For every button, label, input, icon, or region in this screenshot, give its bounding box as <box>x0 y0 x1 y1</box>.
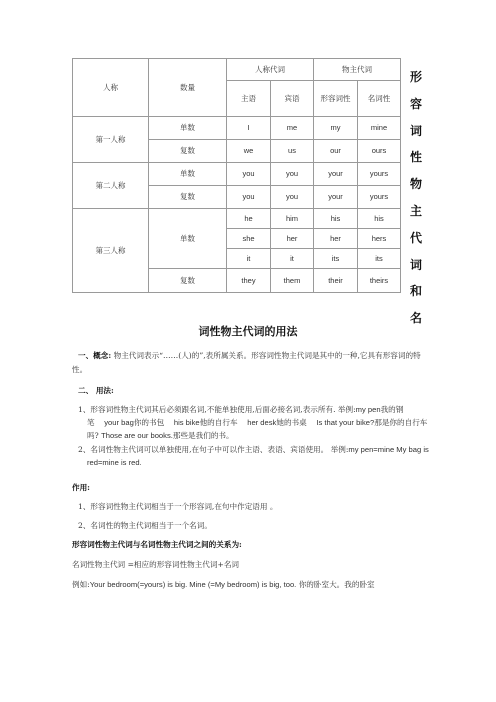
header-possessive-pronoun: 物主代词 <box>314 59 401 81</box>
concept-paragraph <box>72 349 424 377</box>
example-cn: 他的自行车 <box>199 418 238 427</box>
side-title-char: 形 <box>409 70 422 84</box>
table-cell: my <box>314 117 358 140</box>
number-plural: 复数 <box>149 140 227 163</box>
usage-2-text: 2、名词性物主代词可以单独使用,在句子中可以作主语、表语、宾语使用。 举例: <box>78 445 349 454</box>
table-cell: his <box>314 209 358 229</box>
example-en: her desk <box>247 418 277 427</box>
table-cell: she <box>227 229 271 249</box>
table-cell: you <box>271 163 314 186</box>
side-title-char: 名 <box>409 311 422 326</box>
table-cell: its <box>358 249 401 269</box>
table-cell: his <box>358 209 401 229</box>
table-cell: he <box>227 209 271 229</box>
table-cell: him <box>271 209 314 229</box>
header-adjective: 形容词性 <box>314 81 358 117</box>
header-noun: 名词性 <box>358 81 401 117</box>
example-cn: 你的卧室大。我的卧室 <box>298 580 375 589</box>
table-cell: its <box>314 249 358 269</box>
table-cell: it <box>271 249 314 269</box>
table-cell: it <box>227 249 271 269</box>
example-en: my pen <box>355 405 381 414</box>
table-cell: our <box>314 140 358 163</box>
concept-text: 物主代词表示“……(人)的”,表所属关系。形容词性物主代词是其中的一种,它具有形容词的特性。 <box>72 351 421 374</box>
header-subject: 主语 <box>227 81 271 117</box>
example-en: his bike <box>173 418 200 427</box>
row-label-first-person: 第一人称 <box>73 117 149 163</box>
number-plural: 复数 <box>149 269 227 293</box>
side-title-char: 词 <box>409 257 422 272</box>
side-title-char: 性 <box>409 150 422 165</box>
function-heading: 作用: <box>72 483 90 492</box>
example-cn: 她的书桌 <box>276 418 307 427</box>
row-label-second-person: 第二人称 <box>73 163 149 209</box>
example-en: Those are our books. <box>101 431 173 440</box>
side-title-char: 物 <box>409 177 422 192</box>
table-cell: her <box>314 229 358 249</box>
function-item-2: 2、名词性的物主代词相当于一个名词。 <box>78 521 212 530</box>
table-cell: you <box>227 163 271 186</box>
concept-label: 一、概念: <box>78 351 112 360</box>
table-cell: her <box>271 229 314 249</box>
table-cell: you <box>271 186 314 209</box>
table-cell: your <box>314 163 358 186</box>
table-cell: ours <box>358 140 401 163</box>
example-en: my pen=mine My bag is red=mine is red. <box>87 445 429 467</box>
table-cell: we <box>227 140 271 163</box>
example-cn: 那是你的自行车吗? <box>87 418 428 440</box>
example-cn: 你的书包 <box>133 418 165 427</box>
relation-heading: 形容词性物主代词与名词性物主代词之间的关系为: <box>72 540 242 549</box>
header-person: 人称 <box>73 59 149 117</box>
relation-formula: 名词性物主代词 =相应的形容词性物主代词+名词 <box>72 560 240 569</box>
example-cn: 那些是我们的书。 <box>172 431 234 440</box>
example-line <box>72 578 424 592</box>
function-item-1: 1、形容词性物主代词相当于一个形容词,在句中作定语用 。 <box>78 502 278 511</box>
vertical-side-title <box>409 64 423 332</box>
usage-1-text: 1、形容词性物主代词其后必须跟名词,不能单独使用,后面必接名词,表示所有. 举例: <box>78 405 356 414</box>
header-object: 宾语 <box>271 81 314 117</box>
example-cn: 我的钢笔 <box>87 405 404 427</box>
example-en: Your bedroom(=yours) is big. Mine (=My bedroom) is big, too. <box>89 580 297 589</box>
table-cell: you <box>227 186 271 209</box>
table-cell: theirs <box>358 269 401 293</box>
side-title-char: 主 <box>409 203 422 218</box>
table-cell: them <box>271 269 314 293</box>
side-title-char: 代 <box>409 230 422 245</box>
number-singular: 单数 <box>149 163 227 186</box>
pronoun-table <box>72 58 401 293</box>
table-cell: yours <box>358 163 401 186</box>
table-cell: mine <box>358 117 401 140</box>
table-cell: hers <box>358 229 401 249</box>
header-number: 数量 <box>149 59 227 117</box>
table-cell: us <box>271 140 314 163</box>
usage-item-2 <box>78 443 433 469</box>
example-en: your bag <box>104 418 134 427</box>
table-cell: me <box>271 117 314 140</box>
table-cell: yours <box>358 186 401 209</box>
side-title-char: 和 <box>409 284 422 299</box>
table-cell: their <box>314 269 358 293</box>
number-singular: 单数 <box>149 117 227 140</box>
table-cell: I <box>227 117 271 140</box>
row-label-third-person: 第三人称 <box>73 209 149 293</box>
example-label: 例如: <box>72 580 90 589</box>
number-singular: 单数 <box>149 209 227 269</box>
number-plural: 复数 <box>149 186 227 209</box>
header-personal-pronoun: 人称代词 <box>227 59 314 81</box>
table-cell: they <box>227 269 271 293</box>
side-title-char: 容 <box>409 96 422 111</box>
table-cell: your <box>314 186 358 209</box>
usage-heading: 二、 用法: <box>78 386 114 395</box>
example-en: Is that your bike? <box>316 418 375 427</box>
usage-item-1 <box>78 403 433 442</box>
side-title-char: 词 <box>409 123 422 138</box>
page-title: 词性物主代词的用法 <box>198 325 298 338</box>
